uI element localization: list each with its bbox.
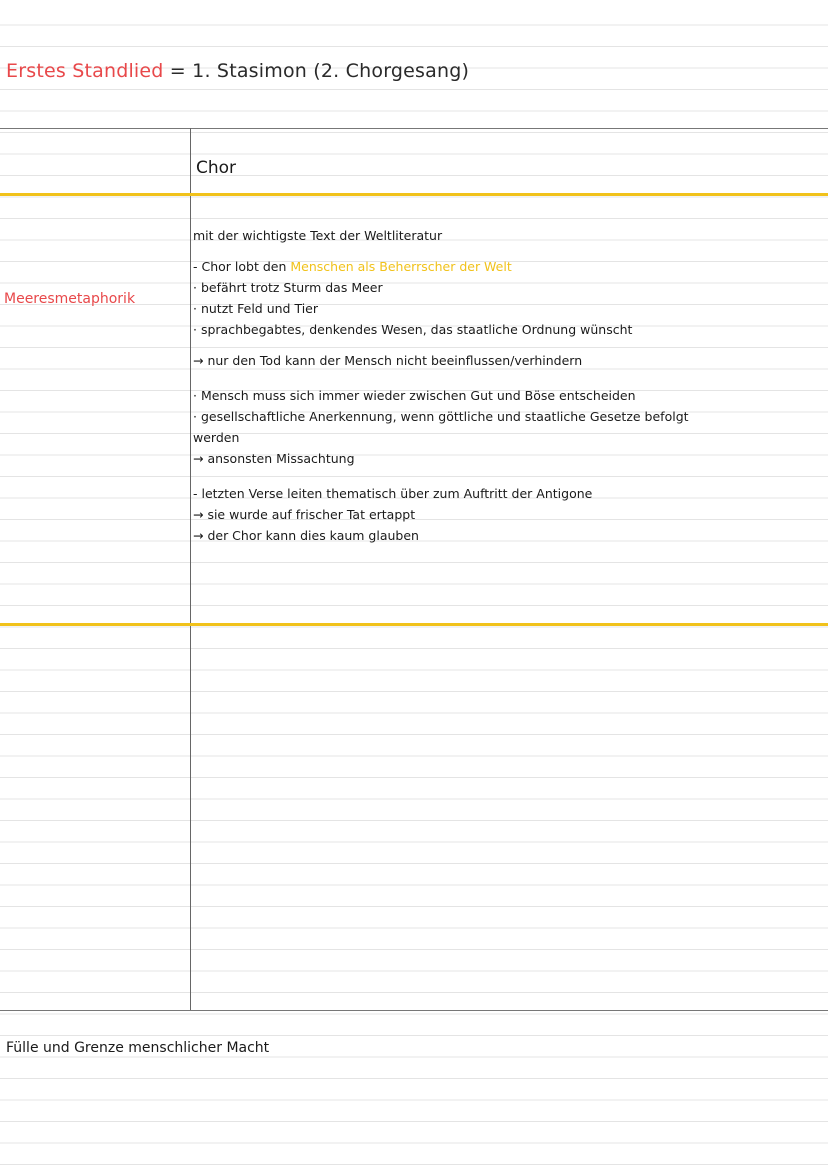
note-line: · nutzt Feld und Tier [193, 301, 319, 316]
top-rule [0, 128, 828, 129]
page-title-subtitle: = 1. Stasimon (2. Chorgesang) [163, 60, 470, 82]
note-text: - Chor lobt den [193, 259, 291, 274]
note-line: · Mensch muss sich immer wieder zwischen Gut und Böse entscheiden [193, 388, 636, 403]
note-line: · befährt trotz Sturm das Meer [193, 280, 383, 295]
highlighted-text: Menschen als Beherrscher der Welt [290, 259, 512, 274]
note-line: werden [193, 430, 240, 445]
note-line [193, 256, 821, 277]
note-line: - letzten Verse leiten thematisch über zum Auftritt der Antigone [193, 486, 593, 501]
note-line: mit der wichtigste Text der Weltliteratur [193, 228, 443, 243]
summary-text: Fülle und Grenze menschlicher Macht [6, 1040, 270, 1056]
note-line: → nur den Tod kann der Mensch nicht beeinflussen/verhindern [193, 353, 583, 368]
note-line: → ansonsten Missachtung [193, 451, 355, 466]
margin-note: Meeresmetaphorik [4, 291, 136, 307]
yellow-rule-lower [0, 623, 828, 626]
page-title [6, 60, 469, 82]
notes-body [193, 225, 821, 546]
cue-column-divider [190, 128, 191, 1010]
note-line: → sie wurde auf frischer Tat ertappt [193, 507, 416, 522]
summary-rule [0, 1010, 828, 1011]
note-line: → der Chor kann dies kaum glauben [193, 528, 419, 543]
yellow-rule-upper [0, 193, 828, 196]
note-line: · sprachbegabtes, denkendes Wesen, das staatliche Ordnung wünscht [193, 322, 633, 337]
cue-heading: Chor [196, 158, 237, 178]
page-title-main: Erstes Standlied [6, 60, 164, 82]
note-line: · gesellschaftliche Anerkennung, wenn göttliche und staatliche Gesetze befolgt [193, 409, 689, 424]
